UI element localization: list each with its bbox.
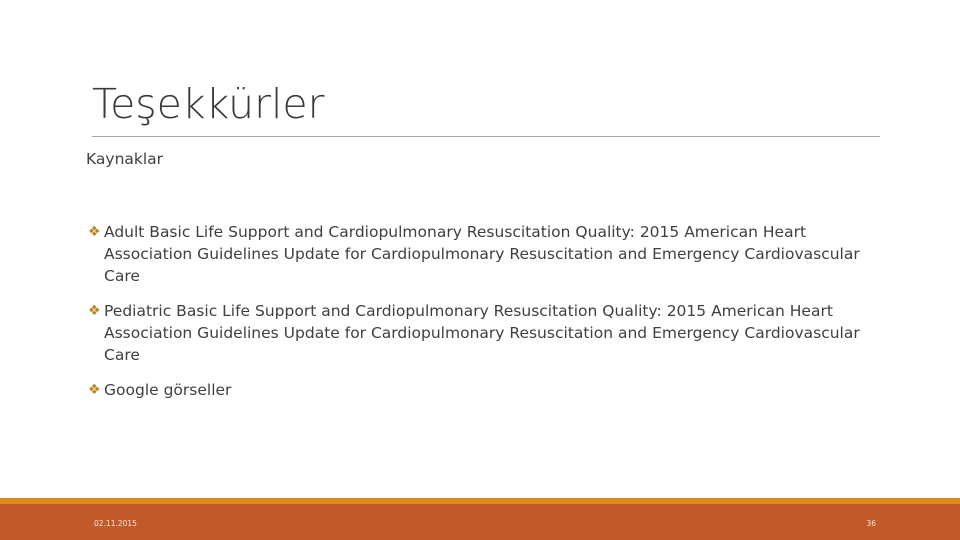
diamond-bullet-icon: ❖ [88, 382, 101, 398]
list-item-text: Google görseller [104, 381, 232, 399]
list-item-text: Adult Basic Life Support and Cardiopulmonary Resuscitation Quality: 2015 American Heart Association Guidelines Update for Cardiopulmonary Resuscitation and Emergency Cardiovascular Care [104, 223, 860, 285]
title-divider [92, 136, 880, 137]
list-item [86, 379, 886, 401]
diamond-bullet-icon: ❖ [88, 303, 101, 319]
list-item-text: Pediatric Basic Life Support and Cardiopulmonary Resuscitation Quality: 2015 American Heart Association Guidelines Update for Cardiopulmonary Resuscitation and Emergency Cardiovascular Care [104, 302, 860, 364]
slide-subtitle: Kaynaklar [86, 150, 164, 168]
list-item [86, 300, 886, 366]
page-number: 36 [866, 519, 876, 528]
diamond-bullet-icon: ❖ [88, 224, 101, 240]
slide-title: Teşekkürler [92, 80, 325, 128]
footer-date: 02.11.2015 [94, 519, 137, 528]
reference-list [86, 221, 886, 414]
list-item [86, 221, 886, 287]
footer-bar [0, 504, 960, 540]
